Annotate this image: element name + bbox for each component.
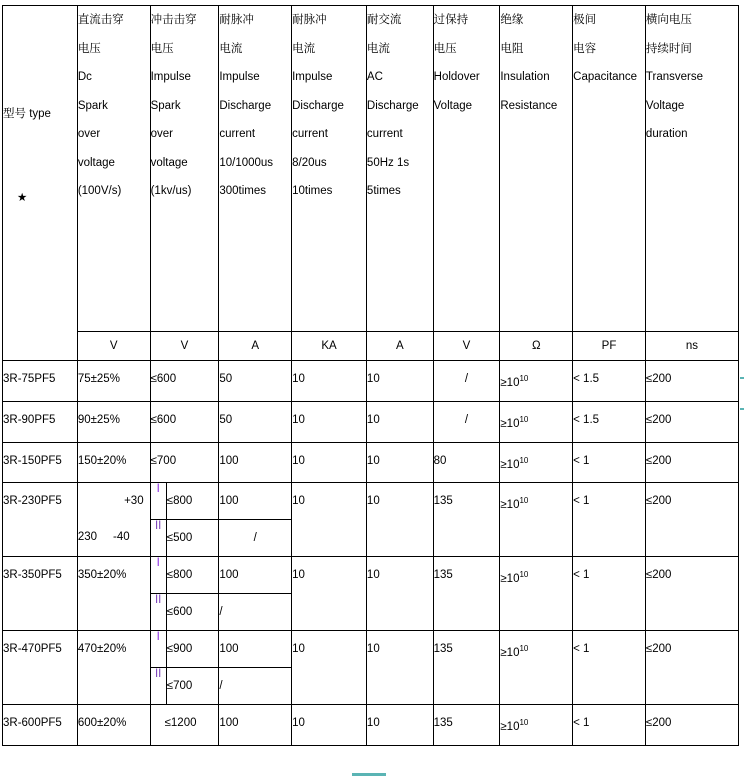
insulation-exponent: 10 (519, 374, 529, 383)
table-row (3, 442, 739, 483)
cell-dc: 470±20% (77, 631, 150, 705)
cell-holdover: 135 (433, 557, 500, 631)
cell-impulse-discharge-a-2: / (219, 594, 292, 631)
header-line: 横向电压 (645, 14, 692, 26)
header-line: Voltage (645, 99, 685, 112)
header-line: duration (645, 128, 688, 140)
insulation-value: ≥10 (500, 458, 520, 471)
unit-cell-transverse: ns (645, 332, 738, 361)
header-line: Impulse (292, 71, 333, 83)
cell-impulse-discharge-ka: 10 (292, 361, 367, 402)
cell-impulse-1: ≤800 (166, 483, 219, 520)
header-line: Transverse (645, 71, 704, 83)
unit-cell-ac: A (366, 332, 433, 361)
cell-capacitance: < 1 (573, 442, 646, 483)
table-row (3, 361, 739, 402)
cell-insulation (500, 361, 573, 402)
cell-holdover: 135 (433, 483, 500, 557)
cell-ac: 10 (366, 631, 433, 705)
cell-impulse: ≤700 (150, 442, 219, 483)
header-line: AC (366, 71, 383, 83)
header-line: Discharge (219, 99, 272, 112)
header-line: voltage (77, 156, 115, 169)
cell-impulse-discharge-a-1: 100 (219, 483, 292, 520)
insulation-value: ≥10 (500, 647, 520, 660)
cell-type: 3R-75PF5 (3, 361, 78, 402)
header-line: over (77, 128, 101, 140)
unit-cell-dc: V (77, 332, 150, 361)
header-line: Spark (150, 99, 181, 112)
header-line: Discharge (292, 99, 344, 112)
table-row (3, 401, 739, 442)
header-line: 耐脉冲 (292, 14, 327, 26)
header-line: 电容 (573, 42, 597, 55)
cell-impulse-rank-2: II (150, 520, 166, 557)
header-line: 电压 (77, 42, 101, 55)
cell-holdover: / (433, 361, 500, 402)
cell-insulation (500, 631, 573, 705)
cell-type: 3R-90PF5 (3, 401, 78, 442)
header-cell-dc-spark-over (77, 6, 150, 332)
header-line: 电压 (150, 42, 174, 55)
insulation-value: ≥10 (500, 417, 520, 430)
cell-holdover: 135 (433, 631, 500, 705)
cell-capacitance: < 1 (573, 705, 646, 746)
header-line: 持续时间 (645, 42, 692, 55)
cell-dc (77, 483, 150, 557)
header-line: current (366, 128, 403, 140)
header-line: Capacitance (573, 71, 638, 83)
cell-impulse-discharge-a-1: 100 (219, 631, 292, 668)
cell-transverse: ≤200 (645, 483, 738, 557)
cell-transverse: ≤200 (645, 705, 738, 746)
cell-capacitance: < 1.5 (573, 361, 646, 402)
header-line: 极间 (573, 14, 597, 26)
cell-impulse-1: ≤800 (166, 557, 219, 594)
cell-ac: 10 (366, 705, 433, 746)
header-type-star: ★ (17, 191, 28, 204)
cell-impulse-2: ≤500 (166, 520, 219, 557)
cell-insulation (500, 401, 573, 442)
header-line: Impulse (150, 71, 191, 83)
cell-dc: 600±20% (77, 705, 150, 746)
cell-dc: 150±20% (77, 442, 150, 483)
cell-impulse-2: ≤600 (166, 594, 219, 631)
header-line: voltage (150, 156, 188, 169)
insulation-exponent: 10 (519, 414, 529, 424)
cell-insulation (500, 483, 573, 557)
unit-cell-impulse: V (150, 332, 219, 361)
cell-impulse-discharge-a: 50 (219, 401, 292, 442)
header-line: 10/1000us (219, 156, 274, 169)
cell-ac: 10 (366, 483, 433, 557)
header-line: 300times (219, 185, 266, 197)
insulation-exponent: 10 (519, 570, 529, 580)
header-line: 电流 (292, 42, 316, 55)
unit-cell-capacitance: PF (573, 332, 646, 361)
cell-insulation (500, 705, 573, 746)
cell-holdover: / (433, 401, 500, 442)
header-line: 电流 (366, 42, 390, 55)
cell-insulation (500, 442, 573, 483)
header-cell-impulse-spark-over (150, 6, 219, 332)
header-cell-capacitance (573, 6, 646, 332)
cell-impulse-discharge-a: 50 (219, 361, 292, 402)
insulation-value: ≥10 (500, 376, 520, 389)
cell-impulse-1: ≤900 (166, 631, 219, 668)
page-edge-marker (740, 377, 744, 379)
header-line: 电阻 (500, 42, 524, 55)
header-line: 50Hz 1s (366, 156, 410, 169)
cell-ac: 10 (366, 442, 433, 483)
cell-impulse-rank-1: I (150, 631, 166, 668)
header-line: 10times (292, 185, 333, 197)
specification-table (2, 5, 739, 746)
table-header-row (3, 6, 739, 332)
header-line: 5times (366, 185, 401, 197)
header-line: 过保持 (433, 14, 469, 26)
cell-impulse-discharge-a: 100 (219, 705, 292, 746)
cell-holdover: 80 (433, 442, 500, 483)
cell-impulse-discharge-ka: 10 (292, 442, 367, 483)
cell-ac: 10 (366, 557, 433, 631)
cell-dc: 90±25% (77, 401, 150, 442)
header-line: Resistance (500, 99, 558, 112)
insulation-exponent: 10 (519, 496, 529, 506)
cell-capacitance: < 1.5 (573, 401, 646, 442)
cell-transverse: ≤200 (645, 557, 738, 631)
document-page (0, 5, 744, 776)
cell-impulse-discharge-ka: 10 (292, 705, 367, 746)
cell-transverse: ≤200 (645, 361, 738, 402)
header-cell-type (3, 6, 78, 361)
cell-impulse: ≤600 (150, 401, 219, 442)
cell-transverse: ≤200 (645, 442, 738, 483)
cell-impulse-rank-1: I (150, 483, 166, 520)
cell-impulse-rank-2: II (150, 594, 166, 631)
cell-impulse-2: ≤700 (166, 668, 219, 705)
cell-impulse-discharge-ka: 10 (292, 557, 367, 631)
cell-impulse-discharge-ka: 10 (292, 631, 367, 705)
header-line: Spark (77, 99, 108, 112)
table-row (3, 705, 739, 746)
cell-capacitance: < 1 (573, 557, 646, 631)
cell-dc: 75±25% (77, 361, 150, 402)
insulation-value: ≥10 (500, 573, 520, 586)
dc-tolerance-lower: -40 (113, 531, 130, 544)
cell-impulse: ≤1200 (150, 705, 219, 746)
header-line: 绝缘 (500, 14, 524, 26)
header-line: Impulse (219, 71, 260, 83)
cell-type: 3R-470PF5 (3, 631, 78, 705)
cell-capacitance: < 1 (573, 631, 646, 705)
cell-type: 3R-150PF5 (3, 442, 78, 483)
header-cell-ac-discharge-current (366, 6, 433, 332)
unit-cell-holdover: V (433, 332, 500, 361)
dc-nominal: 230 (77, 531, 97, 544)
header-line: 冲击击穿 (150, 14, 197, 26)
insulation-value: ≥10 (500, 721, 520, 734)
cell-transverse: ≤200 (645, 631, 738, 705)
unit-cell-impulse-discharge-ka: KA (292, 332, 367, 361)
header-line: 直流击穿 (77, 14, 124, 26)
table-row (3, 557, 739, 594)
page-edge-marker (740, 408, 744, 410)
cell-type: 3R-350PF5 (3, 557, 78, 631)
header-type-label: 型号 type (3, 108, 51, 120)
insulation-exponent: 10 (519, 718, 529, 728)
cell-ac: 10 (366, 361, 433, 402)
cell-ac: 10 (366, 401, 433, 442)
cell-insulation (500, 557, 573, 631)
header-cell-insulation-resistance (500, 6, 573, 332)
cell-impulse-discharge-a-1: 100 (219, 557, 292, 594)
cell-capacitance: < 1 (573, 483, 646, 557)
table-row (3, 483, 739, 520)
cell-impulse-discharge-a-2: / (219, 520, 292, 557)
cell-impulse: ≤600 (150, 361, 219, 402)
header-line: Voltage (433, 99, 473, 112)
cell-holdover: 135 (433, 705, 500, 746)
header-line: 耐交流 (366, 14, 402, 26)
header-line: Insulation (500, 71, 550, 83)
dc-nominal-row (78, 519, 150, 555)
header-cell-impulse-discharge-current-ka (292, 6, 367, 332)
header-line: (1kv/us) (150, 185, 192, 197)
unit-cell-insulation: Ω (500, 332, 573, 361)
cell-impulse-discharge-a: 100 (219, 442, 292, 483)
cell-type: 3R-600PF5 (3, 705, 78, 746)
unit-cell-impulse-discharge-a: A (219, 332, 292, 361)
header-line: Holdover (433, 71, 480, 83)
header-line: over (150, 128, 173, 140)
header-line: 耐脉冲 (219, 14, 254, 26)
header-line: Dc (77, 71, 92, 83)
header-line: (100V/s) (77, 185, 122, 197)
cell-impulse-rank-1: I (150, 557, 166, 594)
header-line: 8/20us (292, 156, 327, 169)
table-row (3, 631, 739, 668)
cell-impulse-discharge-ka: 10 (292, 483, 367, 557)
cell-impulse-discharge-a-2: / (219, 668, 292, 705)
cell-type: 3R-230PF5 (3, 483, 78, 557)
header-line: current (292, 128, 328, 140)
cell-impulse-rank-2: II (150, 668, 166, 705)
header-cell-impulse-discharge-current-a (219, 6, 292, 332)
header-line: 电压 (433, 42, 457, 55)
dc-tolerance-upper: +30 (124, 495, 144, 508)
header-cell-transverse-voltage-duration (645, 6, 738, 332)
cell-impulse-discharge-ka: 10 (292, 401, 367, 442)
header-line: current (219, 128, 256, 140)
insulation-value: ≥10 (500, 499, 520, 512)
header-line: Discharge (366, 99, 419, 112)
header-cell-holdover-voltage (433, 6, 500, 332)
cell-dc: 350±20% (77, 557, 150, 631)
cell-transverse: ≤200 (645, 401, 738, 442)
table-unit-row (3, 332, 739, 361)
insulation-exponent: 10 (519, 644, 529, 654)
insulation-exponent: 10 (519, 455, 529, 465)
header-line: 电流 (219, 42, 243, 55)
